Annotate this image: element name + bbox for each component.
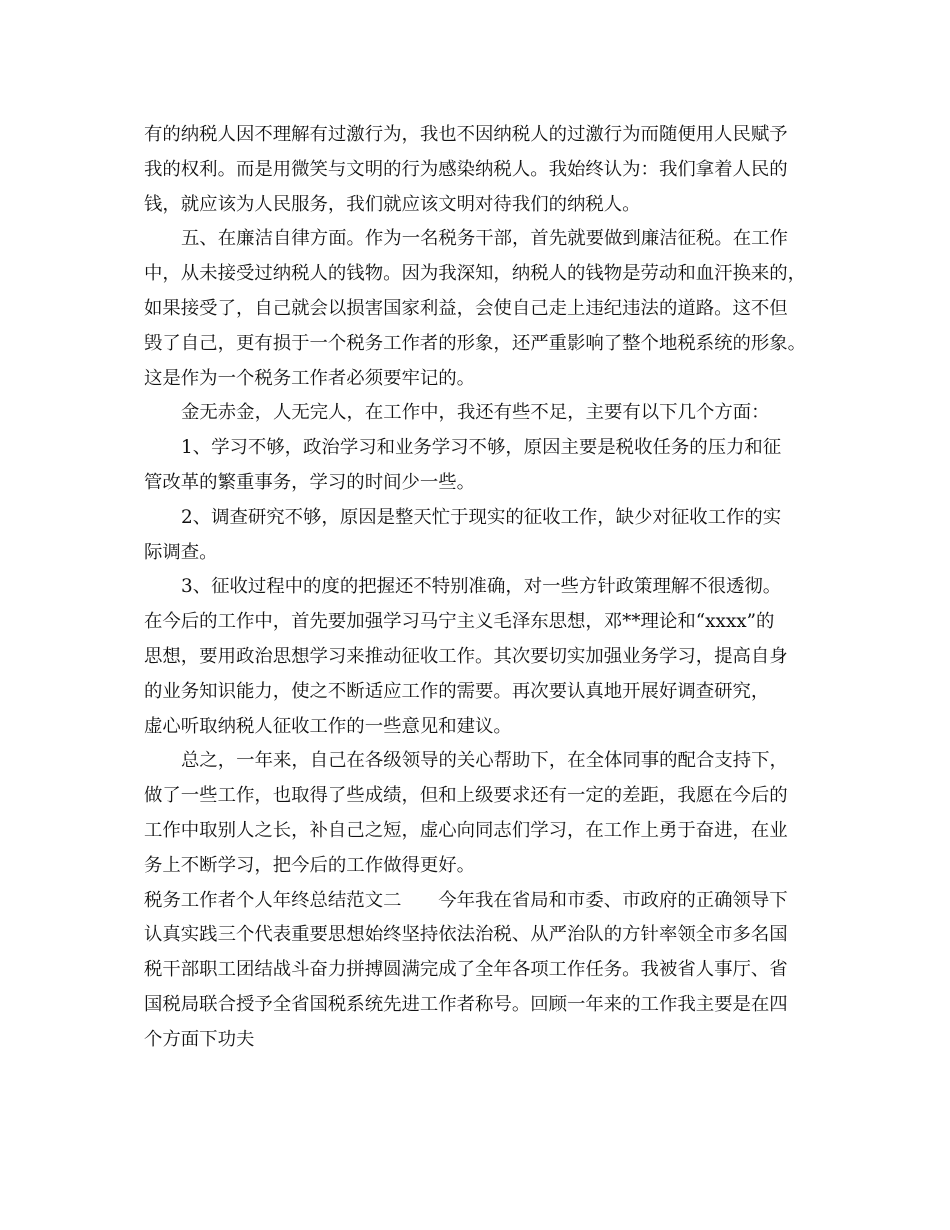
text-line: 总之，一年来，自己在各级领导的关心帮助下，在全体同事的配合支持下， <box>181 750 788 772</box>
text-line: 这是作为一个税务工作者必须要牢记的。 <box>144 367 476 389</box>
text-line: 毁了自己，更有损于一个税务工作者的形象，还严重影响了整个地税系统的形象。 <box>144 332 807 354</box>
text-line: 3、征收过程中的度的把握还不特别准确，对一些方针政策理解不很透彻。 <box>181 576 782 598</box>
text-line: 2、调查研究不够，原因是整天忙于现实的征收工作，缺少对征收工作的实 <box>181 506 782 528</box>
text-line: 管改革的繁重事务，学习的时间少一些。 <box>144 471 476 493</box>
text-line: 在今后的工作中，首先要加强学习马宁主义毛泽东思想，邓**理论和“xxxx”的 <box>144 611 775 633</box>
text-line: 做了一些工作，也取得了些成绩，但和上级要求还有一定的差距，我愿在今后的 <box>144 785 788 807</box>
text-line: 五、在廉洁自律方面。作为一名税务干部，首先就要做到廉洁征税。在工作 <box>181 228 788 250</box>
text-line: 思想，要用政治思想学习来推动征收工作。其次要切实加强业务学习，提高自身 <box>144 645 788 667</box>
text-line: 如果接受了，自己就会以损害国家利益，会使自己走上违纪违法的道路。这不但 <box>144 297 788 319</box>
text-line: 务上不断学习，把今后的工作做得更好。 <box>144 854 476 876</box>
text-line: 国税局联合授予全省国税系统先进工作者称号。回顾一年来的工作我主要是在四 <box>144 993 788 1015</box>
text-line: 税干部职工团结战斗奋力拼搏圆满完成了全年各项工作任务。我被省人事厅、省 <box>144 959 788 981</box>
text-line: 税务工作者个人年终总结范文二 今年我在省局和市委、市政府的正确领导下 <box>144 889 788 911</box>
text-line: 的业务知识能力，使之不断适应工作的需要。再次要认真地开展好调查研究， <box>144 680 770 702</box>
text-line: 中，从未接受过纳税人的钱物。因为我深知，纳税人的钱物是劳动和血汗换来的， <box>144 263 807 285</box>
document-body <box>144 118 814 1058</box>
text-line: 有的纳税人因不理解有过激行为，我也不因纳税人的过激行为而随便用人民赋予 <box>144 124 788 145</box>
text-line: 金无赤金，人无完人，在工作中，我还有些不足，主要有以下几个方面： <box>181 402 770 424</box>
text-line: 际调查。 <box>144 541 218 563</box>
text-line: 工作中取别人之长，补自己之短，虚心向同志们学习，在工作上勇于奋进，在业 <box>144 819 788 841</box>
text-line: 我的权利。而是用微笑与文明的行为感染纳税人。我始终认为：我们拿着人民的 <box>144 158 788 180</box>
text-line: 个方面下功夫 <box>144 1028 255 1050</box>
text-line: 1、学习不够，政治学习和业务学习不够，原因主要是税收任务的压力和征 <box>181 437 782 459</box>
text-line: 钱，就应该为人民服务，我们就应该文明对待我们的纳税人。 <box>144 193 641 215</box>
text-line: 虚心听取纳税人征收工作的一些意见和建议。 <box>144 715 512 737</box>
text-line: 认真实践三个代表重要思想始终坚持依法治税、从严治队的方针率领全市多名国 <box>144 924 788 946</box>
